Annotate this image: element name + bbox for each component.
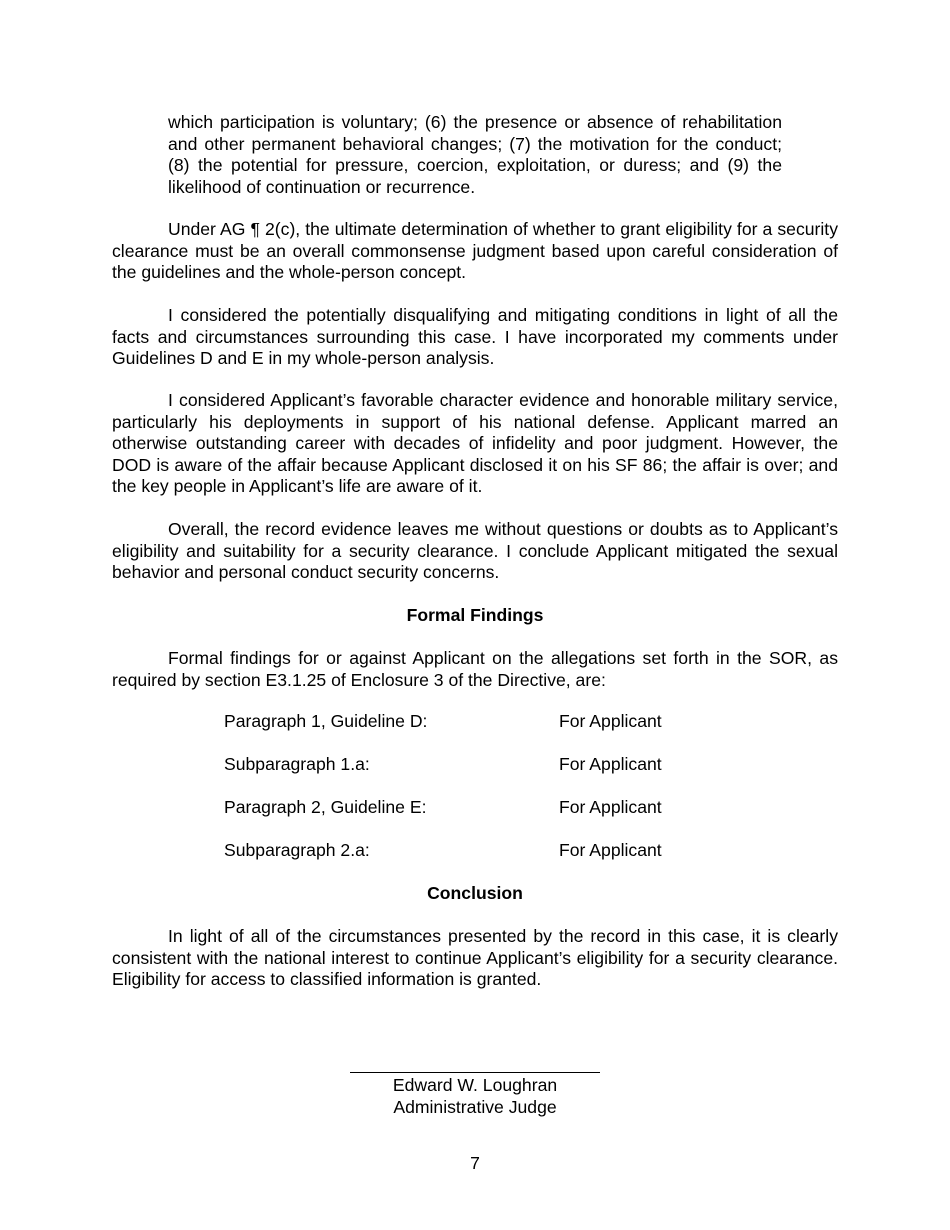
finding-value: For Applicant <box>559 797 662 817</box>
conclusion-paragraph <box>112 926 838 991</box>
finding-label: Paragraph 1, Guideline D: <box>224 711 428 731</box>
finding-row <box>224 754 724 776</box>
quoted-factors-paragraph <box>168 112 782 198</box>
conclusion-heading: Conclusion <box>427 883 523 903</box>
finding-label: Subparagraph 2.a: <box>224 840 370 860</box>
formal-findings-intro <box>112 648 838 691</box>
paragraph-text: which participation is voluntary; (6) the presence or absence of rehabilitation and other permanent behavioral changes; (7) the motivation for the conduct; (8) the potential for pressure, coercion, exploitation, or duress; and (9) the likelihood of continuation or recurrence. <box>168 112 782 197</box>
finding-label: Paragraph 2, Guideline E: <box>224 797 427 817</box>
signature-title: Administrative Judge <box>393 1097 557 1117</box>
finding-value: For Applicant <box>559 711 662 731</box>
finding-value: For Applicant <box>559 840 662 860</box>
finding-row <box>224 797 724 819</box>
finding-row <box>224 711 724 733</box>
finding-value: For Applicant <box>559 754 662 774</box>
conditions-paragraph <box>112 305 838 370</box>
overall-paragraph <box>112 519 838 584</box>
paragraph-text: Under AG ¶ 2(c), the ultimate determination of whether to grant eligibility for a security clearance must be an overall commonsense judgment based upon careful consideration of the guidelines and the whole-person concept. <box>112 219 838 282</box>
signature-name: Edward W. Loughran <box>392 1075 558 1095</box>
formal-findings-heading: Formal Findings <box>406 605 544 625</box>
paragraph-text: Overall, the record evidence leaves me without questions or doubts as to Applicant’s eligibility and suitability for a security clearance. I conclude Applicant mitigated the sexual behavior and personal conduct security concerns. <box>112 519 838 582</box>
paragraph-text: Formal findings for or against Applicant on the allegations set forth in the SOR, as required by section E3.1.25 of Enclosure 3 of the Directive, are: <box>112 648 838 690</box>
paragraph-text: I considered the potentially disqualifying and mitigating conditions in light of all the facts and circumstances surrounding this case. I have incorporated my comments under Guidelines D and E in my whole-person analysis. <box>112 305 838 368</box>
finding-row <box>224 840 724 862</box>
ag-2c-paragraph <box>112 219 838 284</box>
paragraph-text: In light of all of the circumstances presented by the record in this case, it is clearly consistent with the national interest to continue Applicant’s eligibility for a security clearance. Eligibility for access to classified information is granted. <box>112 926 838 989</box>
character-evidence-paragraph <box>112 390 838 498</box>
page-number: 7 <box>470 1153 480 1173</box>
signature-line <box>350 1072 600 1073</box>
paragraph-text: I considered Applicant’s favorable character evidence and honorable military service, particularly his deployments in support of his national defense. Applicant marred an otherwise outstanding career with decades of infidelity and poor judgment. However, the DOD is aware of the affair because Applicant disclosed it on his SF 86; the affair is over; and the key people in Applicant’s life are aware of it. <box>112 390 838 496</box>
finding-label: Subparagraph 1.a: <box>224 754 370 774</box>
